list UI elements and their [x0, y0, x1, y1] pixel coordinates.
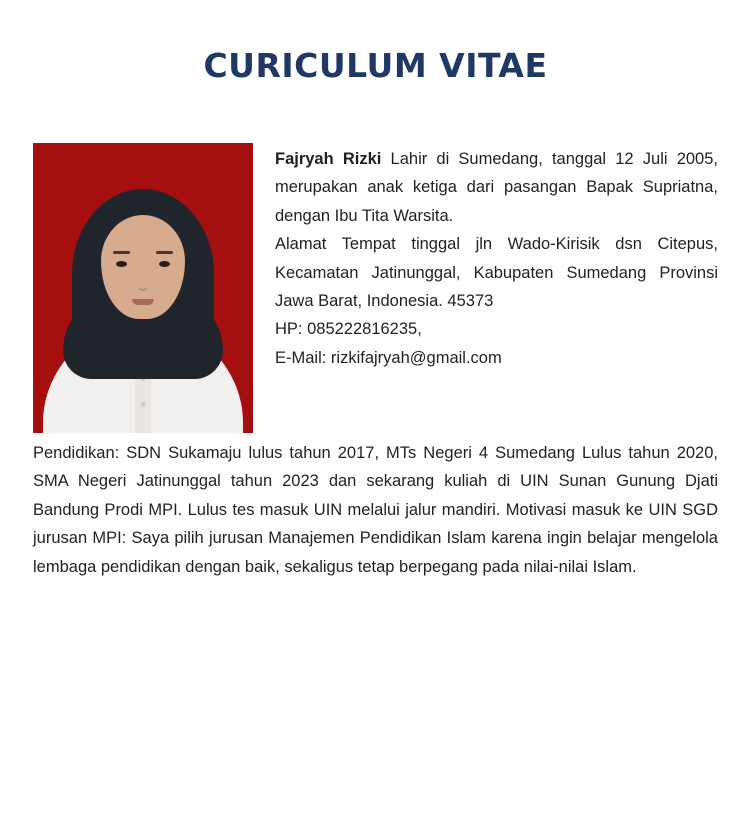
portrait-mouth — [132, 299, 154, 305]
bio-phone: HP: 085222816235, — [275, 320, 422, 339]
bio-intro-paragraph — [275, 145, 718, 230]
portrait-button — [141, 402, 146, 407]
education-paragraph: Pendidikan: SDN Sukamaju lulus tahun 2017, MTs Negeri 4 Sumedang Lulus tahun 2020, SMA Negeri Jatinunggal tahun 2023 dan sekarang kuliah di UIN Sunan Gunung Djati Bandung Prodi MPI. Lulus tes masuk UIN melalui jalur mandiri. Motivasi masuk ke UIN SGD jurusan MPI: Saya pilih jurusan Manajemen Pendidikan Islam karena ingin belajar mengelola lembaga pendidikan dengan baik, sekaligus tetap berpegang pada nilai-nilai Islam. — [33, 444, 718, 576]
bio-birth-text: Lahir di Sumedang, tanggal 12 Juli 2005, merupakan anak ketiga dari pasangan Bapak Supriatna, dengan Ibu Tita Warsita. — [275, 150, 718, 225]
portrait-photo — [33, 143, 253, 433]
portrait-eye-left — [116, 261, 127, 267]
bio-email: E-Mail: rizkifajryah@gmail.com — [275, 348, 502, 367]
portrait-nose — [138, 275, 148, 291]
portrait-eyebrow-left — [113, 251, 130, 254]
bio-address-paragraph: Alamat Tempat tinggal jln Wado-Kirisik dsn Citepus, Kecamatan Jatinunggal, Kabupaten Sumedang Provinsi Jawa Barat, Indonesia. 45373 — [275, 235, 718, 310]
photo-block — [33, 143, 253, 433]
cv-page — [0, 46, 751, 839]
cv-content — [0, 143, 751, 581]
page-title: CURICULUM VITAE — [203, 46, 548, 85]
portrait-eyebrow-right — [156, 251, 173, 254]
bio-block — [275, 143, 718, 372]
person-name: Fajryah Rizki — [275, 150, 382, 168]
portrait-eye-right — [159, 261, 170, 267]
